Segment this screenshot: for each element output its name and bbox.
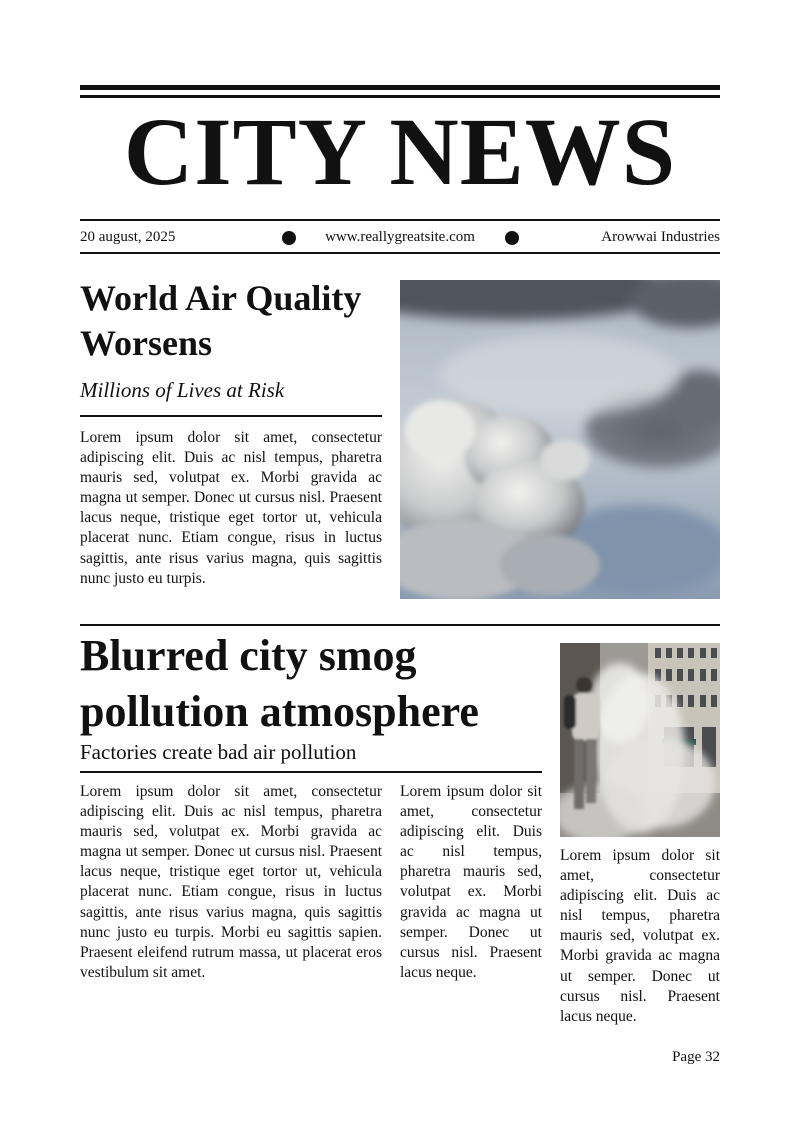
article2-subheadline: Factories create bad air pollution (80, 740, 357, 764)
issue-date: 20 august, 2025 (80, 229, 176, 245)
article1-headline: World Air Quality Worsens (80, 278, 362, 363)
meta-bottom-rule (80, 252, 720, 254)
page-number: Page 32 (672, 1049, 720, 1065)
smog-street-photo (560, 643, 720, 837)
masthead-top-rule-thick (80, 85, 720, 90)
article1-subheadline: Millions of Lives at Risk (80, 378, 285, 402)
meta-top-rule (80, 219, 720, 221)
article1-divider (80, 415, 382, 417)
bullet-dot-left (282, 231, 296, 245)
clouds-photo-graphic (400, 280, 720, 599)
publisher-name: Arowwai Industries (601, 229, 720, 245)
smog-street-photo-graphic (560, 643, 720, 837)
bullet-dot-right (505, 231, 519, 245)
article2-divider (80, 771, 542, 773)
masthead-title: CITY NEWS (123, 98, 677, 205)
article2-headline-line2: pollution atmosphere (80, 687, 479, 736)
article2-body-column-3: Lorem ipsum dolor sit amet, consectetur adipiscing elit. Duis ac nisl tempus, pharetra mauris sed, volutpat ex. Morbi gravida ac magna ut semper. Donec ut cursus nisl. Praesent lacus neque. (560, 847, 720, 1025)
website-link[interactable]: www.reallygreatsite.com (325, 229, 475, 245)
clouds-photo (400, 280, 720, 599)
section-divider (80, 624, 720, 626)
article2-body-column-1: Lorem ipsum dolor sit amet, consectetur adipiscing elit. Duis ac nisl tempus, pharetra mauris sed, volutpat ex. Morbi gravida ac magna ut semper. Donec ut cursus nisl. Praesent lacus neque, tristique eget tortor ut, vehicula placerat nunc. Etiam congue, risus in luctus sagittis, ante risus varius magna, quis sagittis nunc justo eu turpis. Morbi eu sagittis sapien. Praesent eleifend rutrum massa, ut placerat eros vestibulum sit amet. (80, 783, 382, 981)
article2-headline-line1: Blurred city smog (80, 631, 417, 680)
article2-body-column-2: Lorem ipsum dolor sit amet, consectetur adipiscing elit. Duis ac nisl tempus, pharetra mauris sed, volutpat ex. Morbi gravida ac magna ut semper. Donec ut cursus nisl. Praesent lacus neque. (400, 783, 542, 981)
article1-body: Lorem ipsum dolor sit amet, consectetur adipiscing elit. Duis ac nisl tempus, pharetra mauris sed, volutpat ex. Morbi gravida ac magna ut semper. Donec ut cursus nisl. Praesent lacus neque, tristique eget tortor ut, vehicula placerat nunc. Etiam congue, risus in luctus sagittis, ante risus varius magna, quis sagittis nunc justo eu turpis. (80, 429, 382, 587)
